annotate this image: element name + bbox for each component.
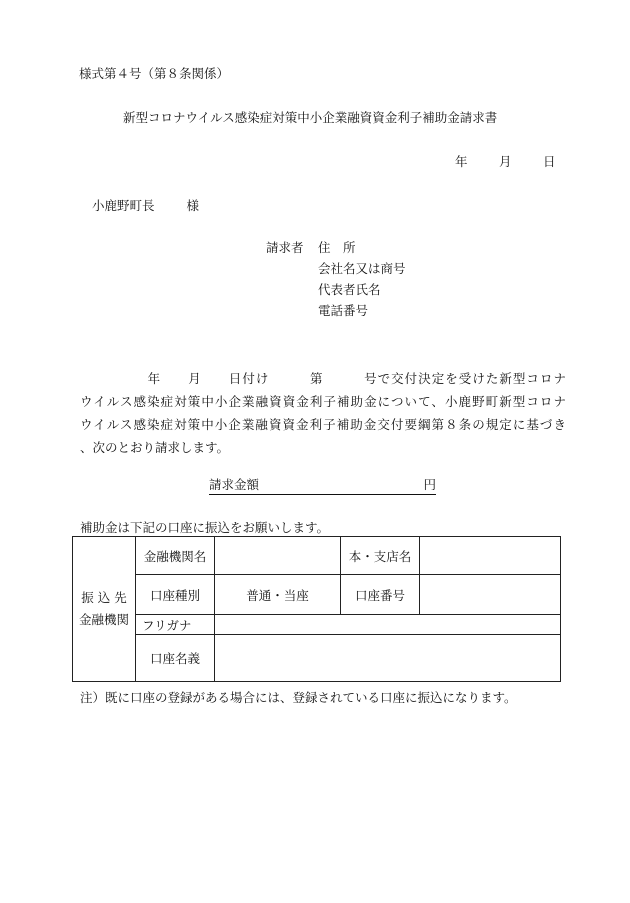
claim-amount-label: 請求金額	[209, 477, 260, 492]
branch-name-label: 本・支店名	[341, 537, 420, 575]
furigana-field[interactable]	[215, 615, 561, 635]
date-line	[455, 152, 555, 170]
transfer-destination-label: 振 込 先	[81, 590, 127, 605]
account-holder-field[interactable]	[215, 635, 561, 682]
financial-institution-label: 金融機関	[78, 612, 129, 627]
account-number-field[interactable]	[420, 575, 561, 615]
transfer-destination-cell	[73, 537, 136, 682]
furigana-label: フリガナ	[136, 615, 215, 635]
account-intro-text: 補助金は下記の口座に振込をお願いします。	[80, 520, 330, 535]
body-line: 、次のとおり請求します。	[80, 440, 230, 455]
claim-amount-unit: 円	[423, 477, 436, 492]
addressee-name: 小鹿野町長	[92, 198, 155, 213]
account-number-label: 口座番号	[341, 575, 420, 615]
bank-name-label: 金融機関名	[136, 537, 215, 575]
claim-amount-field[interactable]	[209, 475, 436, 495]
request-body-paragraph	[80, 367, 566, 459]
footnote: 注）既に口座の登録がある場合には、登録されている口座に振込になります。	[80, 690, 517, 705]
claimant-phone-label: 電話番号	[318, 303, 369, 318]
bank-name-field[interactable]	[215, 537, 341, 575]
body-line: 年 月 日付け 第 号で交付決定を受けた新型コロナ	[80, 371, 566, 386]
branch-name-field[interactable]	[420, 537, 561, 575]
account-type-options[interactable]: 普通・当座	[215, 575, 341, 615]
claimant-company-label: 会社名又は商号	[318, 261, 406, 276]
addressee	[92, 196, 199, 214]
claimant-block	[266, 238, 458, 322]
bank-account-table	[72, 536, 561, 682]
body-line: ウイルス感染症対策中小企業融資資金利子補助金交付要綱第８条の規定に基づき	[80, 417, 566, 432]
account-type-label: 口座種別	[136, 575, 215, 615]
claimant-representative-label: 代表者氏名	[318, 282, 381, 297]
claimant-label: 請求者	[266, 240, 304, 255]
date-month: 月	[498, 154, 512, 169]
date-year: 年	[455, 154, 468, 169]
account-holder-label: 口座名義	[136, 635, 215, 682]
addressee-honorific: 様	[186, 198, 200, 213]
body-line: ウイルス感染症対策中小企業融資資金利子補助金について、小鹿野町新型コロナ	[80, 394, 566, 409]
date-day: 日	[542, 154, 556, 169]
claimant-address-label: 住 所	[318, 240, 356, 255]
form-number: 様式第４号（第８条関係）	[79, 66, 230, 81]
document-title: 新型コロナウイルス感染症対策中小企業融資資金利子補助金請求書	[123, 110, 498, 125]
